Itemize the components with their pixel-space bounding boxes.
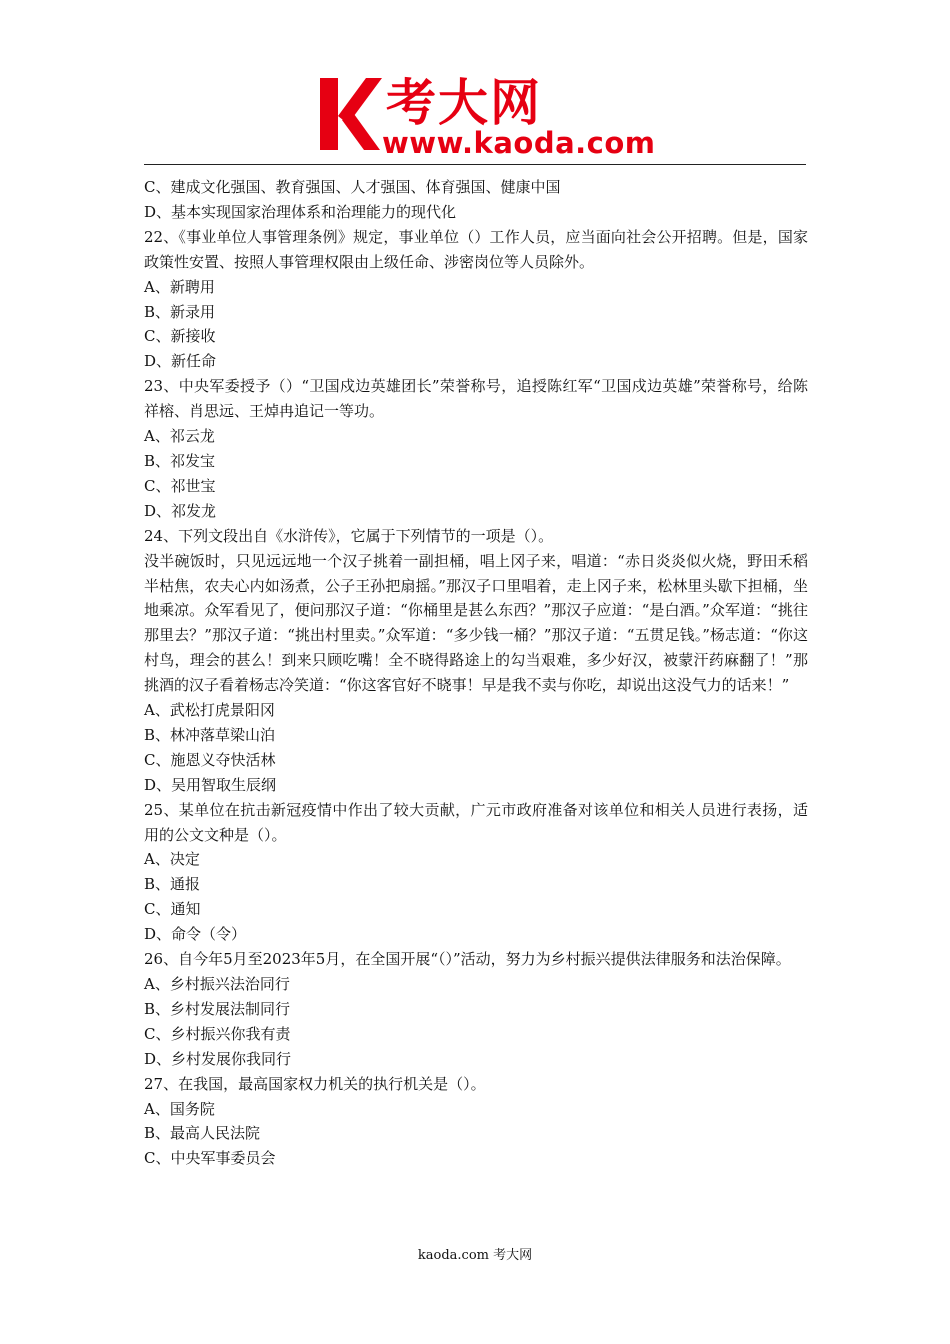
header-divider (144, 164, 806, 165)
option-line: A、新聘用 (144, 277, 215, 296)
question-23: 23、中央军委授予（）“卫国戍边英雄团长”荣誉称号，追授陈红军“卫国戍边英雄”荣誉称号，给陈祥榕、肖思远、王焯冉追记一等功。 (144, 377, 808, 421)
question-content (144, 175, 808, 1171)
option-line: C、通知 (144, 900, 201, 919)
option-line: C、施恩义夺快活林 (144, 750, 276, 769)
text-line: D、基本实现国家治理体系和治理能力的现代化 (144, 202, 457, 221)
option-line: B、乡村发展法制同行 (144, 999, 291, 1018)
question-26: 26、自今年5月至2023年5月，在全国开展“（）”活动，努力为乡村振兴提供法律服务和法治保障。 (144, 950, 791, 969)
option-line: C、新接收 (144, 327, 216, 346)
page-footer: kaoda.com 考大网 (417, 1248, 533, 1263)
option-line: D、祁发龙 (144, 501, 217, 520)
option-line: C、祁世宝 (144, 476, 216, 495)
option-line: A、祁云龙 (144, 427, 215, 446)
logo-title: 考大网 (386, 74, 542, 132)
option-line: B、祁发宝 (144, 451, 216, 470)
option-line: A、乡村振兴法治同行 (144, 975, 290, 993)
question-25: 25、某单位在抗击新冠疫情中作出了较大贡献，广元市政府准备对该单位和相关人员进行表扬，适用的公文文种是（）。 (144, 800, 808, 844)
option-line: C、乡村振兴你我有责 (144, 1024, 291, 1043)
option-line: A、武松打虎景阳冈 (144, 701, 275, 720)
option-line: B、最高人民法院 (144, 1124, 261, 1143)
logo-k-icon (318, 74, 382, 154)
question-22: 22、《事业单位人事管理条例》规定，事业单位（）工作人员，应当面向社会公开招聘。但是，国家政策性安置、按照人事管理权限由上级任命、涉密岗位等人员除外。 (144, 227, 808, 271)
passage-text: 没半碗饭时，只见远远地一个汉子挑着一副担桶，唱上冈子来，唱道：“赤日炎炎似火烧，野田禾稻半枯焦，农夫心内如汤煮，公子王孙把扇摇。”那汉子口里唱着，走上冈子来，松林里头歇下担桶，坐地乘凉。众军看见了，便问那汉子道：“你桶里是甚么东西？”那汉子应道：“是白酒。”众军道：“挑往那里去？”那汉子道：“挑出村里卖。”众军道：“多少钱一桶？”那汉子道：“五贯足钱。”杨志道：“你这村鸟，理会的甚么！到来只顾吃嘴！全不晓得路途上的勾当艰难，多少好汉，被蒙汗药麻翻了！”那挑酒的汉子看着杨志冷笑道：“你这客官好不晓事！早是我不卖与你吃，却说出这没气力的话来！” (144, 551, 808, 695)
option-line: D、乡村发展你我同行 (144, 1049, 292, 1068)
page-header (0, 0, 950, 168)
question-24: 24、下列文段出自《水浒传》，它属于下列情节的一项是（）。 (144, 526, 554, 545)
option-line: D、命令（令） (144, 925, 247, 944)
option-line: A、国务院 (144, 1099, 215, 1118)
option-line: B、通报 (144, 875, 201, 894)
option-line: C、中央军事委员会 (144, 1149, 276, 1168)
option-line: D、吴用智取生辰纲 (144, 775, 277, 794)
question-27: 27、在我国，最高国家权力机关的执行机关是（）。 (144, 1074, 486, 1093)
option-line: D、新任命 (144, 352, 217, 371)
text-line: C、建成文化强国、教育强国、人才强国、体育强国、健康中国 (144, 178, 561, 196)
logo-url: www.kaoda.com (382, 126, 656, 160)
option-line: B、林冲落草梁山泊 (144, 725, 276, 744)
option-line: A、决定 (144, 850, 200, 869)
option-line: B、新录用 (144, 302, 216, 321)
